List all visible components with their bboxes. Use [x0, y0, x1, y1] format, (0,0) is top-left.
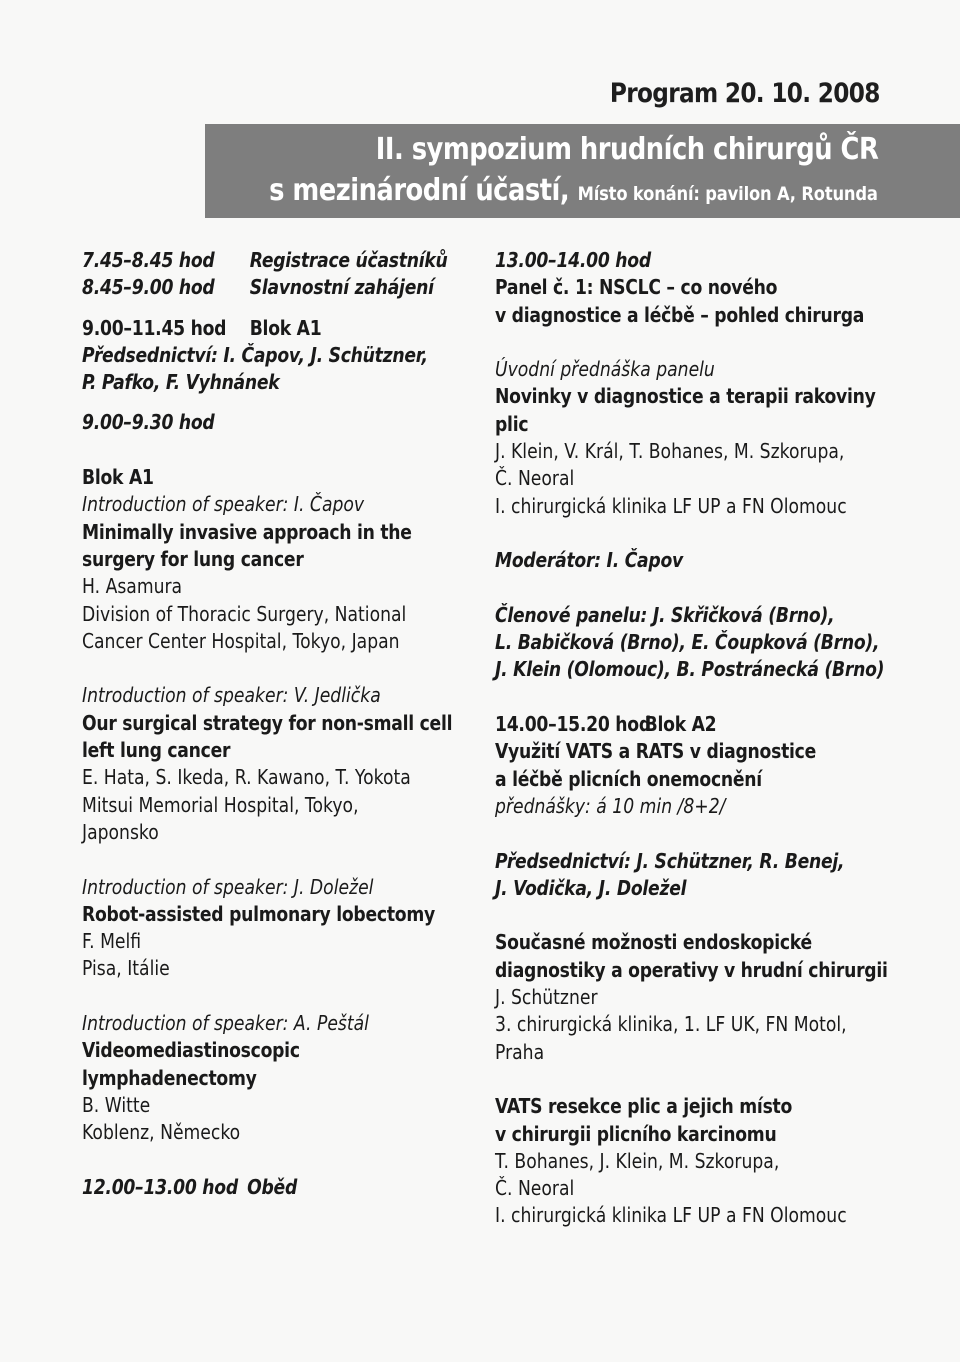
panel-title: Panel č. 1: NSCLC – co nového [495, 275, 778, 300]
subtitle-text: s mezinárodní účastí, [269, 173, 570, 208]
talk-intro: Introduction of speaker: J. Doležel [82, 874, 374, 899]
registration-label: Registrace účastníků [249, 248, 448, 272]
talk-title: surgery for lung cancer [82, 546, 304, 571]
opening-row [82, 274, 434, 301]
title-banner [205, 124, 960, 218]
block-a2-row [495, 711, 856, 738]
registration-row [82, 247, 448, 274]
program-date: Program 20. 10. 2008 [610, 78, 880, 109]
talk-author: H. Asamura [82, 574, 183, 599]
talk-affiliation: Japonsko [82, 819, 159, 844]
block-a1-heading: Blok A1 [82, 465, 154, 490]
panel-time: 13.00–14.00 hod [495, 248, 651, 272]
opening-time: 8.45–9.00 hod [82, 275, 215, 300]
talk-authors: Č. Neoral [495, 1176, 575, 1201]
chair-line-2: P. Pafko, F. Vyhnánek [82, 370, 280, 395]
panel-members: L. Babičková (Brno), E. Čoupková (Brno), [495, 630, 880, 655]
talk-title: Our surgical strategy for non-small cell [82, 710, 453, 735]
talk-title: diagnostiky a operativy v hrudní chirurgii [495, 957, 888, 982]
talk-affiliation: Mitsui Memorial Hospital, Tokyo, [82, 792, 359, 817]
left-column [82, 247, 462, 1201]
block-a2-chair: J. Vodička, J. Doležel [495, 875, 687, 900]
talk-affiliation: Praha [495, 1039, 545, 1064]
talk-intro: Introduction of speaker: V. Jedlička [82, 683, 381, 708]
block-a2-note: přednášky: á 10 min /8+2/ [495, 793, 726, 818]
lecture-authors: Č. Neoral [495, 466, 575, 491]
talk-title: left lung cancer [82, 738, 231, 763]
talk-affiliation: Division of Thoracic Surgery, National [82, 601, 407, 626]
block-a2-title: Využití VATS a RATS v diagnostice [495, 739, 817, 764]
symposium-title: II. sympozium hrudních chirurgů ČR [375, 132, 878, 167]
talk-authors: T. Bohanes, J. Klein, M. Szkorupa, [495, 1148, 780, 1173]
talk-title: Robot-assisted pulmonary lobectomy [82, 901, 435, 926]
opening-label: Slavnostní zahájení [249, 275, 434, 300]
venue-text: Místo konání: pavilon A, Rotunda [577, 183, 878, 205]
lecture-authors: J. Klein, V. Král, T. Bohanes, M. Szkorupa, [495, 439, 845, 464]
block-a2-title: a léčbě plicních onemocnění [495, 766, 762, 791]
talk-affiliation: I. chirurgická klinika LF UP a FN Olomouc [495, 1203, 847, 1228]
panel-members: Členové panelu: J. Skřičková (Brno), [495, 602, 835, 627]
talk-affiliation: 3. chirurgická klinika, 1. LF UK, FN Motol, [495, 1012, 847, 1037]
lecture-affiliation: I. chirurgická klinika LF UP a FN Olomouc [495, 493, 847, 518]
talk-author: E. Hata, S. Ikeda, R. Kawano, T. Yokota [82, 765, 411, 790]
block-row [82, 315, 409, 342]
block-a2-chair: Předsednictví: J. Schützner, R. Benej, [495, 848, 845, 873]
talk-title: VATS resekce plic a jejich místo [495, 1094, 793, 1119]
symposium-subtitle [269, 173, 878, 208]
talk-title: Videomediastinoscopic [82, 1038, 300, 1063]
block-time: 9.00–11.45 hod [82, 315, 227, 340]
talk-author: F. Melfi [82, 929, 142, 954]
session-time: 9.00–9.30 hod [82, 410, 215, 435]
talk-author: J. Schützner [495, 985, 598, 1010]
talk-title: v chirurgii plicního karcinomu [495, 1121, 777, 1146]
block-a2-label: Blok A2 [644, 712, 717, 737]
panel-members: J. Klein (Olomouc), B. Postránecká (Brno) [495, 657, 885, 682]
lecture-label: Úvodní přednáška panelu [495, 357, 715, 382]
talk-intro: Introduction of speaker: I. Čapov [82, 492, 365, 517]
talk-affiliation: Cancer Center Hospital, Tokyo, Japan [82, 628, 400, 653]
talk-title: Současné možnosti endoskopické [495, 930, 812, 955]
block-label: Blok A1 [249, 315, 322, 340]
moderator: Moderátor: I. Čapov [495, 548, 683, 573]
talk-title: lymphadenectomy [82, 1065, 257, 1090]
panel-title: v diagnostice a léčbě – pohled chirurga [495, 302, 865, 327]
lunch-time: 12.00–13.00 hod [82, 1174, 238, 1199]
talk-affiliation: Pisa, Itálie [82, 956, 170, 981]
registration-time: 7.45–8.45 hod [82, 248, 215, 272]
talk-affiliation: Koblenz, Německo [82, 1120, 241, 1145]
right-column [495, 247, 915, 1230]
lunch-label: Oběd [247, 1174, 297, 1199]
talk-author: B. Witte [82, 1092, 151, 1117]
block-a2-time: 14.00–15.20 hod [495, 712, 651, 737]
lecture-title: Novinky v diagnostice a terapii rakoviny [495, 384, 876, 409]
lunch-row [82, 1174, 409, 1201]
lecture-title: plic [495, 411, 529, 436]
talk-intro: Introduction of speaker: A. Peštál [82, 1011, 369, 1036]
talk-title: Minimally invasive approach in the [82, 519, 412, 544]
chair-line-1: Předsednictví: I. Čapov, J. Schützner, [82, 342, 428, 367]
